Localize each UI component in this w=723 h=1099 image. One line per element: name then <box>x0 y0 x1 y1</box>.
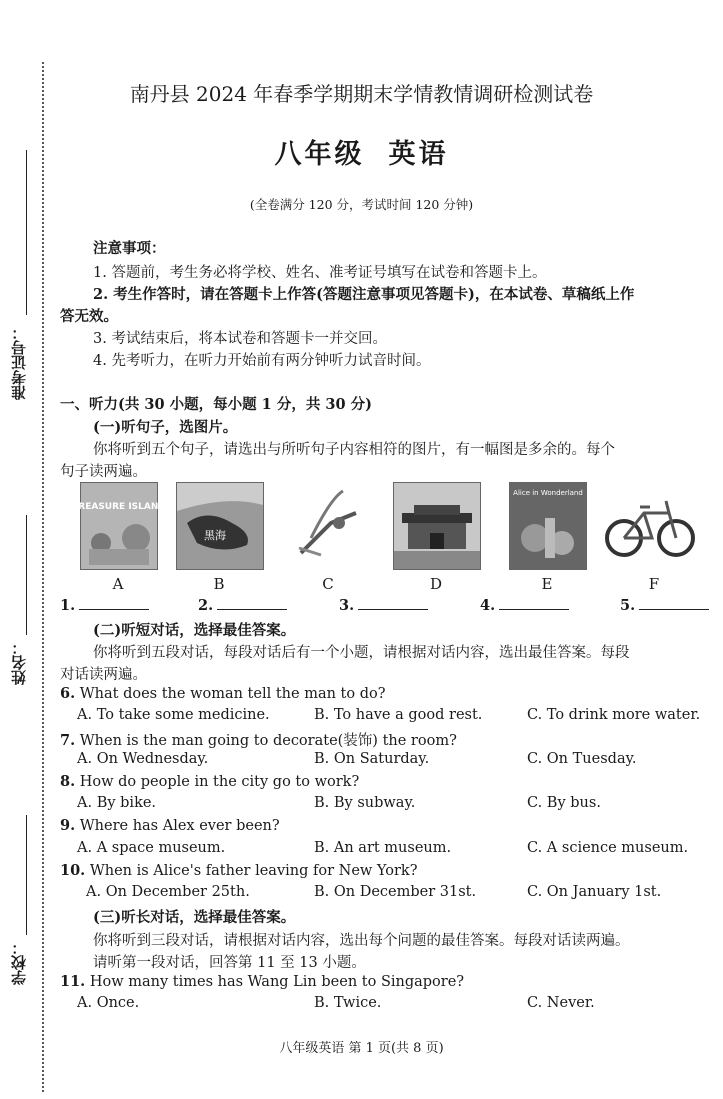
answer-blank-3-num: 3. <box>339 597 355 614</box>
q11-option-a[interactable]: A. Once. <box>77 995 140 1011</box>
part-3-instr-a: 你将听到三段对话，请根据对话内容，选出每个问题的最佳答案。每段对话读两遍。 <box>93 933 630 949</box>
grade-label: 八年级 <box>274 139 365 170</box>
q9-option-c[interactable]: C. A science museum. <box>527 840 689 856</box>
name-label: 姓名： <box>10 640 28 685</box>
question-8-text: How do people in the city go to work? <box>79 774 360 790</box>
note-2b: 答无效。 <box>60 308 118 325</box>
question-10-num: 10. <box>60 862 86 879</box>
question-11-text: How many times has Wang Lin been to Singapore? <box>89 974 465 990</box>
question-10 <box>60 862 417 879</box>
question-11 <box>60 973 464 990</box>
question-7-num: 7. <box>60 732 76 749</box>
question-7 <box>60 729 457 750</box>
picture-f-bicycle <box>603 482 697 570</box>
school-label: 学校： <box>10 940 28 985</box>
q6-option-b[interactable]: B. To have a good rest. <box>314 707 483 723</box>
picture-label-a: A <box>112 575 124 593</box>
exam-meta: (全卷满分 120 分，考试时间 120 分钟) <box>249 197 474 212</box>
picture-b-caption: 黑海 <box>204 529 226 542</box>
part-2-instr-b: 对话读两遍。 <box>60 667 147 683</box>
part-1-instr-b: 句子读两遍。 <box>60 464 147 480</box>
subject-label: 英语 <box>388 139 449 170</box>
q10-option-b[interactable]: B. On December 31st. <box>314 884 477 900</box>
question-9-num: 9. <box>60 817 76 834</box>
answer-blank-5[interactable] <box>620 597 709 614</box>
picture-label-c: C <box>322 575 334 593</box>
part-2-instr-a: 你将听到五段对话，每段对话后有一个小题，请根据对话内容，选出最佳答案。每段 <box>93 645 630 661</box>
school-blank[interactable] <box>26 815 27 935</box>
answer-blank-5-num: 5. <box>620 597 636 614</box>
q11-option-b[interactable]: B. Twice. <box>314 995 382 1011</box>
question-9-text: Where has Alex ever been? <box>79 818 280 834</box>
answer-blank-2-num: 2. <box>198 597 214 614</box>
q8-option-c[interactable]: C. By bus. <box>527 795 601 811</box>
q8-option-b[interactable]: B. By subway. <box>314 795 416 811</box>
q7-option-a[interactable]: A. On Wednesday. <box>77 751 209 767</box>
exam-subtitle <box>0 132 723 171</box>
note-3: 3. 考试结束后，将本试卷和答题卡一并交回。 <box>93 331 387 347</box>
q7-option-c[interactable]: C. On Tuesday. <box>527 751 637 767</box>
q6-option-c[interactable]: C. To drink more water. <box>527 707 701 723</box>
part-2-heading: (二)听短对话，选择最佳答案。 <box>93 622 296 639</box>
note-1: 1. 答题前，考生务必将学校、姓名、准考证号填写在试卷和答题卡上。 <box>93 265 547 281</box>
question-9 <box>60 817 280 834</box>
answer-blank-1[interactable] <box>60 597 149 614</box>
question-6 <box>60 685 386 702</box>
picture-e-caption: Alice in Wonderland <box>513 489 583 497</box>
exam-number-label: 准考证号： <box>10 325 28 400</box>
picture-a-caption: TREASURE ISLAND <box>72 502 166 512</box>
question-10-text: When is Alice's father leaving for New York? <box>89 863 418 879</box>
section-1-heading: 一、听力(共 30 小题，每小题 1 分，共 30 分) <box>60 396 372 413</box>
question-6-text: What does the woman tell the man to do? <box>79 686 386 702</box>
name-blank[interactable] <box>26 515 27 635</box>
picture-b-black-sea-map <box>176 482 264 570</box>
q6-option-a[interactable]: A. To take some medicine. <box>77 707 270 723</box>
answer-blank-1-num: 1. <box>60 597 76 614</box>
q9-option-b[interactable]: B. An art museum. <box>314 840 452 856</box>
q8-option-a[interactable]: A. By bike. <box>77 795 157 811</box>
page-footer: 八年级英语 第 1 页(共 8 页) <box>279 1041 444 1056</box>
note-2a: 2. 考生作答时，请在答题卡上作答(答题注意事项见答题卡)，在本试卷、草稿纸上作 <box>93 286 635 303</box>
notes-heading: 注意事项： <box>93 240 166 257</box>
picture-e-alice-book <box>509 482 587 570</box>
answer-blank-3[interactable] <box>339 597 428 614</box>
q9-option-a[interactable]: A. A space museum. <box>77 840 226 856</box>
picture-a-book-cover <box>72 482 166 570</box>
question-8-num: 8. <box>60 773 76 790</box>
picture-label-d: D <box>429 575 443 593</box>
question-7-text: When is the man going to decorate(装饰) the room? <box>79 733 457 749</box>
part-3-heading: (三)听长对话，选择最佳答案。 <box>93 909 296 926</box>
picture-label-e: E <box>541 575 553 593</box>
answer-blank-4-num: 4. <box>480 597 496 614</box>
question-11-num: 11. <box>60 973 86 990</box>
note-4: 4. 先考听力，在听力开始前有两分钟听力试音时间。 <box>93 353 431 369</box>
picture-c-gymnast <box>290 482 368 570</box>
part-3-instr-b: 请听第一段对话，回答第 11 至 13 小题。 <box>93 955 366 971</box>
exam-title: 南丹县 2024 年春季学期期末学情教情调研检测试卷 <box>129 82 594 106</box>
answer-blank-2[interactable] <box>198 597 287 614</box>
question-8 <box>60 773 359 790</box>
part-1-instr-a: 你将听到五个句子，请选出与所听句子内容相符的图片，有一幅图是多余的。每个 <box>93 442 615 458</box>
picture-d-tiananmen <box>393 482 481 570</box>
q11-option-c[interactable]: C. Never. <box>527 995 595 1011</box>
question-6-num: 6. <box>60 685 76 702</box>
picture-label-f: F <box>648 575 660 593</box>
answer-blank-4[interactable] <box>480 597 569 614</box>
q7-option-b[interactable]: B. On Saturday. <box>314 751 430 767</box>
q10-option-a[interactable]: A. On December 25th. <box>86 884 250 900</box>
exam-number-blank[interactable] <box>26 150 27 315</box>
binding-dotted-line <box>42 62 44 1092</box>
part-1-heading: (一)听句子，选图片。 <box>93 419 238 436</box>
picture-label-b: B <box>213 575 225 593</box>
q10-option-c[interactable]: C. On January 1st. <box>527 884 662 900</box>
